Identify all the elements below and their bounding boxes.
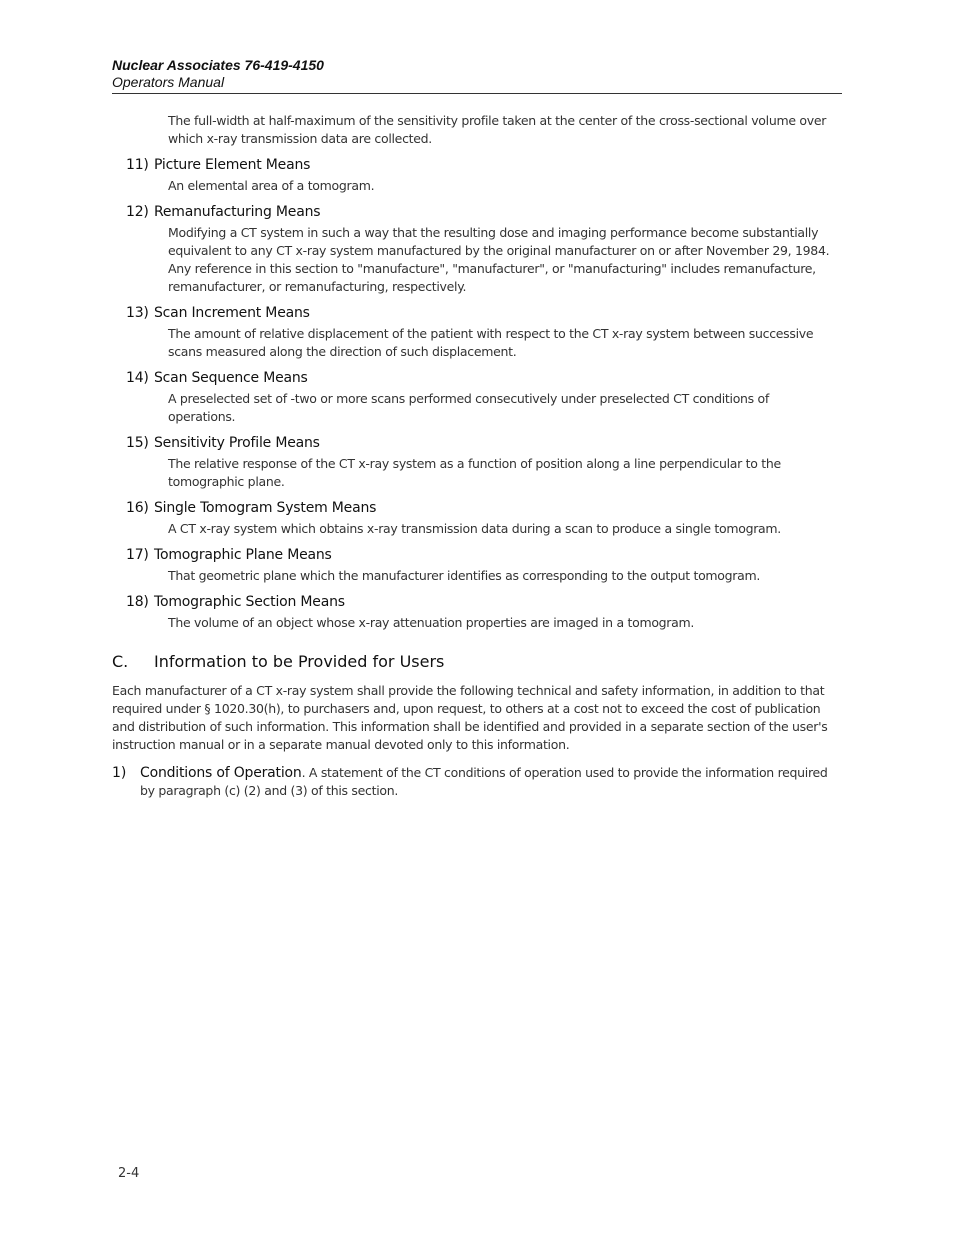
definition-text: The amount of relative displacement of the patient with respect to the CT x-ray system between successive scans measured along the direction of such displacement. [168, 326, 814, 359]
list-item [112, 764, 837, 800]
definition-text: The volume of an object whose x-ray attenuation properties are imaged in a tomogram. [168, 615, 695, 630]
definition-number: 17) [126, 547, 149, 563]
page-header [112, 57, 842, 94]
definition-term-label: Single Tomogram System Means [154, 500, 377, 516]
definition-15 [112, 434, 837, 491]
definition-term-label: Scan Increment Means [154, 305, 310, 321]
definition-13 [112, 304, 837, 361]
definition-18 [112, 593, 837, 632]
definition-number: 13) [126, 305, 149, 321]
definition-term-label: Sensitivity Profile Means [154, 435, 320, 451]
definition-text: A preselected set of -two or more scans performed consecutively under preselected CT conditions of operations. [168, 391, 770, 424]
list-item-number: 1) [112, 765, 127, 781]
definition-number: 11) [126, 157, 149, 173]
definition-number: 15) [126, 435, 149, 451]
definition-number: 16) [126, 500, 149, 516]
definition-term [126, 203, 837, 221]
definition-term [126, 369, 837, 387]
definition-term [126, 304, 837, 322]
section-heading [112, 652, 837, 672]
definition-term [126, 156, 837, 174]
definition-number: 12) [126, 204, 149, 220]
intro-definition-text: The full-width at half-maximum of the sensitivity profile taken at the center of the cross-sectional volume over which x-ray transmission data are collected. [168, 113, 827, 146]
section-paragraph: Each manufacturer of a CT x-ray system shall provide the following technical and safety information, in addition to that required under § 1020.30(h), to purchasers and, upon request, to others at a cost not to exceed the cost of publication and distribution of such information. This information shall be identified and provided in a separate section of the user's instruction manual or in a separate manual devoted only to this information. [112, 683, 828, 752]
document-subtitle: Operators Manual [112, 74, 225, 90]
definition-number: 18) [126, 594, 149, 610]
page-number: 2-4 [118, 1166, 140, 1181]
list-item-text [140, 764, 837, 800]
definition-term [126, 434, 837, 452]
definition-term [126, 546, 837, 564]
definition-term-label: Scan Sequence Means [154, 370, 308, 386]
definition-11 [112, 156, 837, 195]
definition-16 [112, 499, 837, 538]
definition-term-label: Tomographic Plane Means [154, 547, 332, 563]
definition-text: The relative response of the CT x-ray system as a function of position along a line perpendicular to the tomographic plane. [168, 456, 781, 489]
definition-term-label: Remanufacturing Means [154, 204, 321, 220]
definition-term-label: Tomographic Section Means [154, 594, 345, 610]
definition-term [126, 593, 837, 611]
definition-term-label: Picture Element Means [154, 157, 311, 173]
section-title: Information to be Provided for Users [154, 652, 445, 671]
definition-number: 14) [126, 370, 149, 386]
definition-12 [112, 203, 837, 296]
definition-text: A CT x-ray system which obtains x-ray transmission data during a scan to produce a single tomogram. [168, 521, 781, 536]
list-item-term: Conditions of Operation [140, 765, 302, 781]
section-letter: C. [112, 652, 129, 671]
definition-term [126, 499, 837, 517]
page-content [112, 112, 837, 800]
list-item-description: . A statement of the CT conditions of operation used to provide the information required by paragraph (c) (2) and (3) of this section. [140, 765, 828, 798]
definition-text: That geometric plane which the manufacturer identifies as corresponding to the output tomogram. [168, 568, 761, 583]
definition-14 [112, 369, 837, 426]
definition-17 [112, 546, 837, 585]
definition-text: Modifying a CT system in such a way that the resulting dose and imaging performance become substantially equivalent to any CT x-ray system manufactured by the original manufacturer on or after November 29, 1984. Any reference in this section to "manufacture", "manufacturer", or "manufacturing" includes remanufacture, remanufacturer, or remanufacturing, respectively. [168, 225, 830, 294]
definition-text: An elemental area of a tomogram. [168, 178, 375, 193]
document-title: Nuclear Associates 76-419-4150 [112, 57, 324, 73]
